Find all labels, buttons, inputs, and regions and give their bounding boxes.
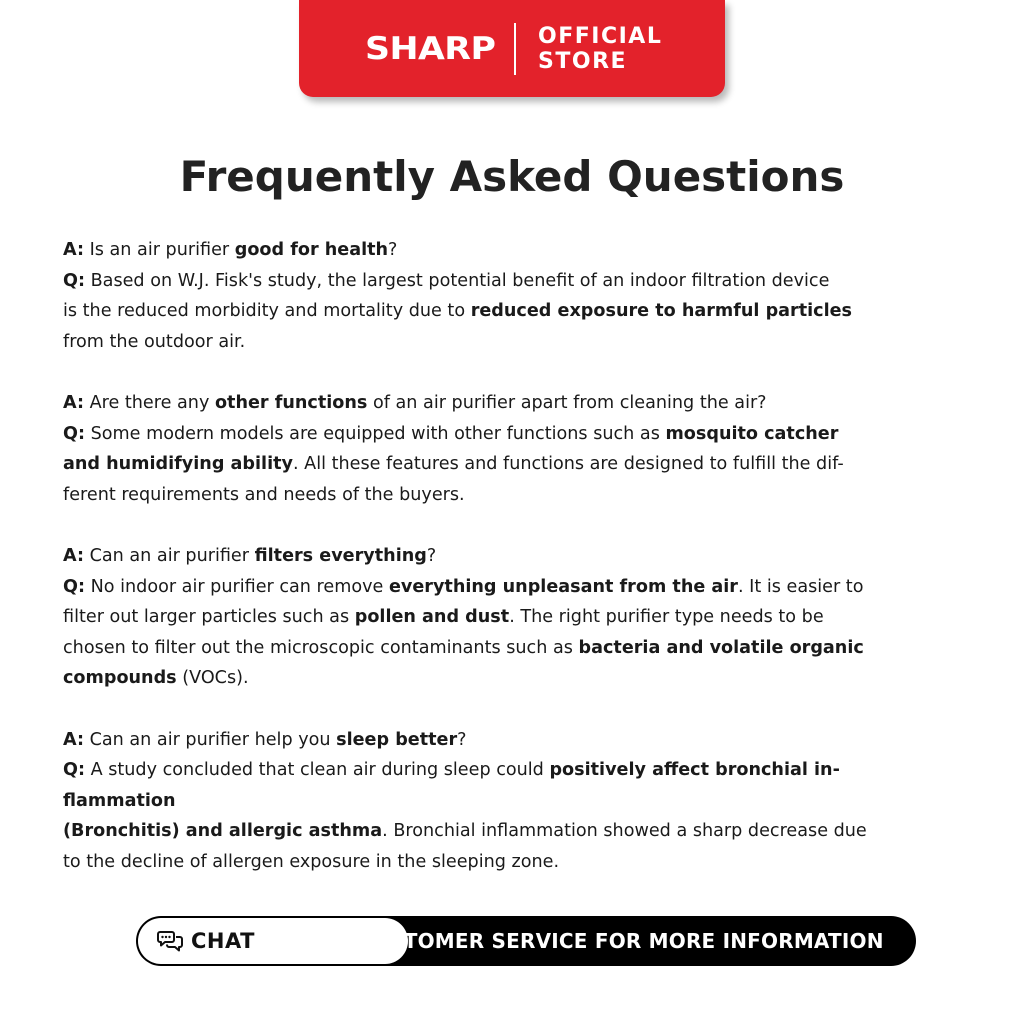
faq-text: ferent requirements and needs of the buyers. <box>63 484 465 505</box>
faq-text: from the outdoor air. <box>63 331 246 352</box>
faq-emphasis: positively affect bronchial in- <box>549 760 840 781</box>
faq-text: Is an air purifier <box>83 240 235 260</box>
faq-text: . All these features and functions are designed to fulfill the dif- <box>293 454 844 475</box>
faq-line <box>63 786 963 817</box>
faq-emphasis: flammation <box>63 790 176 811</box>
faq-emphasis: A: <box>63 240 84 260</box>
faq-item <box>63 725 963 878</box>
faq-emphasis: A: <box>63 545 84 566</box>
faq-emphasis: filters everything <box>254 545 427 566</box>
cta-text: WITH CUSTOMER SERVICE FOR MORE INFORMATION <box>290 929 884 953</box>
faq-text: of an air purifier apart from cleaning the air? <box>367 392 767 413</box>
faq-emphasis: everything unpleasant from the air <box>388 576 738 597</box>
faq-text: Can an air purifier help you <box>83 729 337 750</box>
faq-line <box>63 327 963 358</box>
faq-emphasis: Q: <box>63 576 85 597</box>
faq-emphasis: and humidifying ability <box>63 454 293 475</box>
faq-line <box>63 572 963 603</box>
faq-line <box>63 235 963 266</box>
faq-line <box>63 419 963 450</box>
faq-line <box>63 755 963 786</box>
page-title: Frequently Asked Questions <box>179 152 845 201</box>
faq-text: ? <box>388 240 398 260</box>
faq-text: ? <box>457 729 467 750</box>
faq-text: . It is easier to <box>737 576 864 597</box>
faq-emphasis: A: <box>63 729 84 750</box>
store-label-line2: STORE <box>538 48 628 74</box>
faq-line <box>63 388 963 419</box>
faq-emphasis: mosquito catcher <box>665 423 839 444</box>
faq-emphasis: pollen and dust <box>354 607 510 628</box>
faq-text: Based on W.J. Fisk's study, the largest potential benefit of an indoor filtration device <box>85 270 830 291</box>
faq-text: No indoor air purifier can remove <box>85 576 389 597</box>
store-label-line1: OFFICIAL <box>538 23 663 49</box>
faq-emphasis: Q: <box>63 423 85 444</box>
faq-emphasis: Q: <box>63 270 85 291</box>
faq-text: ? <box>426 545 437 566</box>
faq-emphasis: reduced exposure to harmful particles <box>470 301 853 322</box>
faq-line <box>63 266 963 297</box>
store-banner <box>299 0 725 97</box>
faq-line <box>63 602 963 633</box>
faq-line <box>63 480 963 511</box>
faq-emphasis: (Bronchitis) and allergic asthma <box>63 821 383 842</box>
chat-bubbles-icon <box>157 930 183 952</box>
faq-line <box>63 296 963 327</box>
faq-list <box>63 235 963 908</box>
faq-text: Some modern models are equipped with other functions such as <box>85 423 666 444</box>
banner-divider <box>514 23 516 75</box>
faq-text: chosen to filter out the microscopic contaminants such as <box>63 637 579 658</box>
faq-item <box>63 388 963 510</box>
faq-emphasis: compounds <box>63 668 177 689</box>
faq-emphasis: sleep better <box>336 729 458 750</box>
faq-text: is the reduced morbidity and mortality due to <box>63 301 471 322</box>
chat-cta-bar[interactable] <box>136 916 916 966</box>
faq-line <box>63 449 963 480</box>
faq-line <box>63 816 963 847</box>
faq-line <box>63 663 963 694</box>
faq-emphasis: good for health <box>234 240 389 260</box>
faq-emphasis: other functions <box>214 392 368 413</box>
faq-text: to the decline of allergen exposure in the sleeping zone. <box>63 851 560 872</box>
faq-line <box>63 633 963 664</box>
faq-emphasis: bacteria and volatile organic <box>578 637 864 658</box>
faq-line <box>63 847 963 878</box>
chat-label: CHAT <box>191 929 255 953</box>
faq-item <box>63 541 963 694</box>
faq-line <box>63 725 963 756</box>
faq-text: Are there any <box>83 392 215 413</box>
faq-text: . Bronchial inflammation showed a sharp decrease due <box>382 821 867 842</box>
brand-logo: SHARP <box>364 30 495 67</box>
faq-text: filter out larger particles such as <box>63 607 355 628</box>
faq-text: A study concluded that clean air during sleep could <box>85 760 550 781</box>
faq-emphasis: A: <box>63 392 84 413</box>
faq-item <box>63 235 963 357</box>
faq-emphasis: Q: <box>63 760 85 781</box>
faq-line <box>63 541 963 572</box>
faq-text: (VOCs). <box>176 668 249 689</box>
faq-text: . The right purifier type needs to be <box>509 607 824 628</box>
store-label <box>538 24 662 74</box>
faq-text: Can an air purifier <box>83 545 255 566</box>
